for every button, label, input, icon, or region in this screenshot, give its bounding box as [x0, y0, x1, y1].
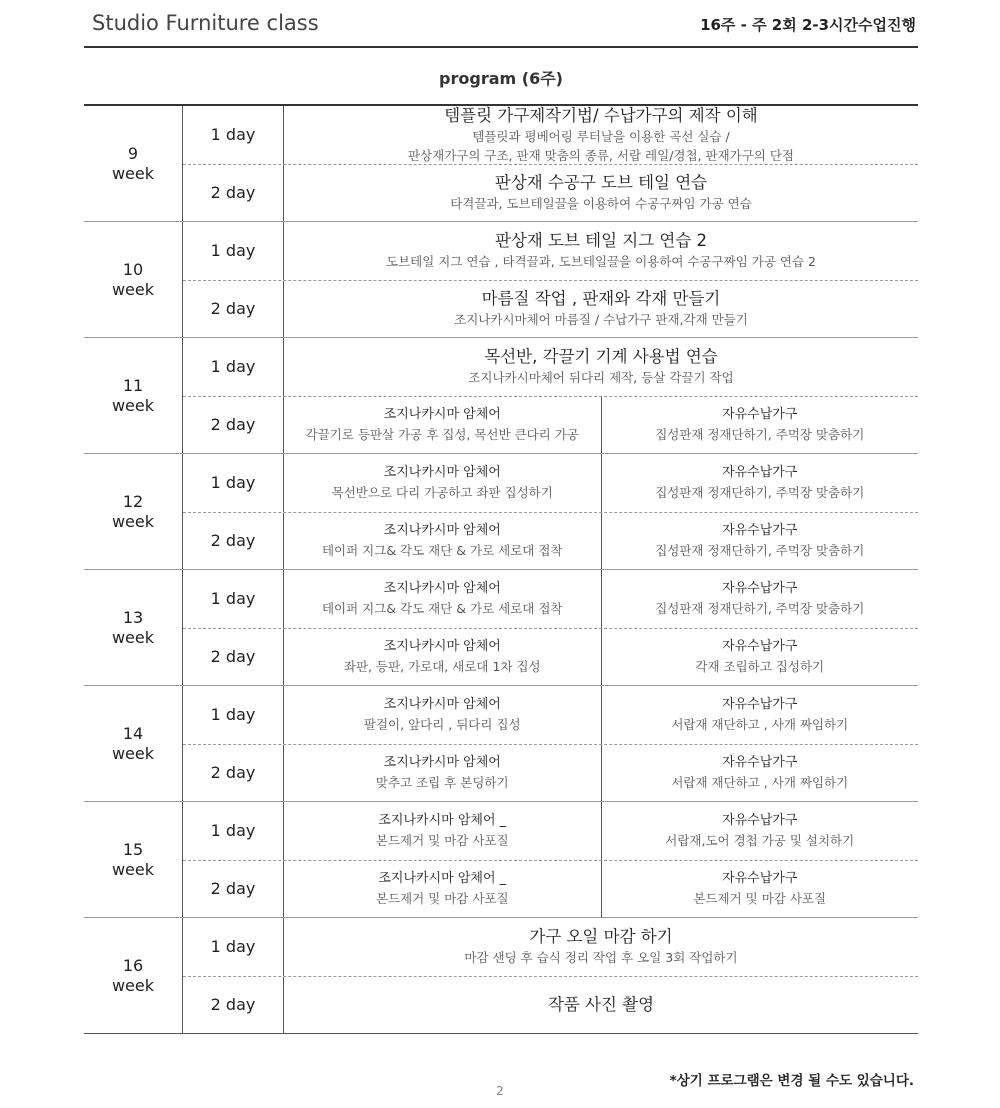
day-content [284, 165, 918, 222]
week-row [84, 338, 918, 454]
day-split-content [284, 454, 918, 512]
day-split-content [284, 397, 918, 454]
day-row [183, 744, 918, 802]
course-task: 목선반으로 다리 가공하고 좌판 집성하기 [331, 484, 553, 500]
week-label-text [112, 956, 154, 996]
week-label [84, 338, 183, 453]
course-right [601, 802, 919, 860]
day-label: 1 day [183, 570, 284, 628]
course-name: 자유수납가구 [722, 580, 798, 596]
week-label-line: week [111, 743, 155, 763]
week-label-line: week [111, 279, 155, 299]
course-task: 각끌기로 등판살 가공 후 집성, 목선반 큰다리 가공 [305, 426, 579, 442]
course-right [601, 513, 919, 570]
course-name: 조지나카시마 암체어 [383, 696, 501, 712]
course-left [284, 686, 601, 744]
week-label-text [112, 492, 154, 532]
session-detail: 조지나카시마체어 마름질 / 수납가구 판재,각재 만들기 [454, 312, 748, 328]
day-label: 1 day [183, 106, 284, 164]
week-row [84, 222, 918, 338]
footnote: *상기 프로그램은 변경 될 수도 있습니다. [669, 1073, 914, 1089]
week-label-line: 15 [122, 839, 144, 859]
week-label-text [112, 608, 154, 648]
course-name: 자유수납가구 [722, 754, 798, 770]
day-row [183, 222, 918, 280]
week-label-line: week [111, 627, 155, 647]
course-task: 좌판, 등판, 가로대, 새로대 1차 집성 [343, 658, 541, 674]
session-detail: 도브테일 지그 연습 , 타격끌과, 도브테일끌을 이용하여 수공구짜임 가공 연습 2 [386, 254, 816, 270]
week-row [84, 918, 918, 1034]
course-task: 집성판재 정재단하기, 주먹장 맞춤하기 [655, 542, 865, 558]
course-left [284, 745, 601, 802]
day-label: 1 day [183, 686, 284, 744]
course-name: 자유수납가구 [722, 812, 798, 828]
week-label [84, 686, 183, 801]
day-row [183, 802, 918, 860]
week-label [84, 918, 183, 1033]
course-task: 서랍재 재단하고 , 사개 짜임하기 [671, 774, 849, 790]
week-label-line: 14 [122, 723, 144, 743]
week-label [84, 222, 183, 337]
course-right [601, 686, 919, 744]
course-left [284, 454, 601, 512]
week-row [84, 570, 918, 686]
week-days [183, 802, 918, 917]
day-label: 1 day [183, 918, 284, 976]
course-task: 서랍재 재단하고 , 사개 짜임하기 [671, 716, 849, 732]
course-right [601, 570, 919, 628]
day-content [284, 977, 918, 1034]
week-row [84, 802, 918, 918]
session-detail: 타격끌과, 도브테일끌을 이용하여 수공구짜임 가공 연습 [450, 196, 752, 212]
week-days [183, 570, 918, 685]
day-split-content [284, 513, 918, 570]
day-content [284, 106, 918, 164]
day-label: 2 day [183, 745, 284, 802]
week-label-line: week [111, 163, 155, 183]
day-row [183, 860, 918, 918]
day-label: 2 day [183, 397, 284, 454]
day-label: 1 day [183, 802, 284, 860]
course-task: 집성판재 정재단하기, 주먹장 맞춤하기 [655, 484, 865, 500]
course-task: 맞추고 조립 후 본딩하기 [375, 774, 509, 790]
day-row [183, 106, 918, 164]
day-row [183, 396, 918, 454]
course-task: 집성판재 정재단하기, 주먹장 맞춤하기 [655, 600, 865, 616]
day-split-content [284, 745, 918, 802]
course-name: 조지나카시마 암체어 [383, 406, 501, 422]
day-label: 2 day [183, 861, 284, 918]
week-row [84, 106, 918, 222]
course-left [284, 397, 601, 454]
course-task: 서랍재,도어 경첩 가공 및 설치하기 [665, 832, 855, 848]
course-left [284, 629, 601, 686]
day-label: 2 day [183, 629, 284, 686]
course-left [284, 802, 601, 860]
session-title: 판상재 수공구 도브 테일 연습 [494, 173, 708, 193]
week-days [183, 918, 918, 1033]
session-title: 가구 오일 마감 하기 [529, 927, 673, 947]
course-name: 자유수납가구 [722, 696, 798, 712]
day-content [284, 281, 918, 338]
week-label [84, 802, 183, 917]
course-right [601, 745, 919, 802]
schedule-info: 16주 - 주 2회 2-3시간수업진행 [700, 16, 916, 34]
course-task: 팔걸이, 앞다리 , 뒤다리 집성 [363, 716, 521, 732]
week-days [183, 454, 918, 569]
day-row [183, 976, 918, 1034]
day-row [183, 570, 918, 628]
week-days [183, 106, 918, 221]
week-label-line: week [111, 975, 155, 995]
session-detail: 마감 샌딩 후 습식 정리 작업 후 오일 3회 작업하기 [464, 950, 738, 966]
day-split-content [284, 629, 918, 686]
course-name: 조지나카시마 암체어 _ [378, 870, 507, 886]
course-right [601, 861, 919, 918]
day-label: 2 day [183, 281, 284, 338]
course-name: 조지나카시마 암체어 [383, 580, 501, 596]
course-left [284, 861, 601, 918]
course-name: 자유수납가구 [722, 870, 798, 886]
day-content [284, 222, 918, 280]
course-name: 조지나카시마 암체어 [383, 464, 501, 480]
page-number: 2 [496, 1084, 504, 1098]
course-left [284, 570, 601, 628]
session-detail: 템플릿과 평베어링 루터날을 이용한 곡선 실습 / [472, 128, 730, 144]
session-title: 작품 사진 촬영 [547, 994, 655, 1014]
week-label-line: week [111, 511, 155, 531]
week-label [84, 454, 183, 569]
week-row [84, 454, 918, 570]
day-split-content [284, 861, 918, 918]
week-label-text [112, 260, 154, 300]
session-title: 판상재 도브 테일 지그 연습 2 [494, 231, 708, 251]
week-row [84, 686, 918, 802]
program-title: program (6주) [439, 69, 563, 88]
session-title: 템플릿 가구제작기법/ 수납가구의 제작 이해 [444, 105, 758, 125]
week-label [84, 570, 183, 685]
course-task: 테이퍼 지그& 각도 재단 & 가로 세로대 접착 [321, 600, 563, 616]
day-row [183, 918, 918, 976]
course-name: 자유수납가구 [722, 464, 798, 480]
week-label-line: week [111, 859, 155, 879]
course-right [601, 397, 919, 454]
course-name: 조지나카시마 암체어 [383, 754, 501, 770]
session-detail: 조지나카시마체어 뒤다리 제작, 등살 각끌기 작업 [468, 370, 734, 386]
week-days [183, 222, 918, 337]
session-title: 목선반, 각끌기 기계 사용법 연습 [484, 347, 718, 367]
day-split-content [284, 686, 918, 744]
course-left [284, 513, 601, 570]
course-name: 조지나카시마 암체어 [383, 638, 501, 654]
course-name: 조지나카시마 암체어 _ [378, 812, 507, 828]
week-label [84, 106, 183, 221]
course-task: 본드제거 및 마감 사포질 [375, 832, 509, 848]
week-label-text [112, 376, 154, 416]
week-label-line: 10 [122, 259, 144, 279]
course-task: 각재 조립하고 집성하기 [695, 658, 825, 674]
course-right [601, 454, 919, 512]
day-label: 1 day [183, 222, 284, 280]
course-name: 조지나카시마 암체어 [383, 522, 501, 538]
course-name: 자유수납가구 [722, 522, 798, 538]
day-label: 1 day [183, 454, 284, 512]
week-label-line: 16 [122, 955, 144, 975]
week-label-text [112, 724, 154, 764]
session-title: 마름질 작업 , 판재와 각재 만들기 [481, 289, 721, 309]
day-content [284, 918, 918, 976]
day-row [183, 628, 918, 686]
day-label: 2 day [183, 977, 284, 1034]
week-label-line: 9 [127, 143, 139, 163]
day-label: 2 day [183, 165, 284, 222]
day-content [284, 338, 918, 396]
day-row [183, 280, 918, 338]
day-row [183, 454, 918, 512]
week-days [183, 338, 918, 453]
page-header [84, 0, 918, 48]
day-label: 1 day [183, 338, 284, 396]
day-split-content [284, 570, 918, 628]
course-task: 본드제거 및 마감 사포질 [693, 890, 827, 906]
class-title: Studio Furniture class [92, 11, 319, 35]
course-task: 집성판재 정재단하기, 주먹장 맞춤하기 [655, 426, 865, 442]
course-name: 자유수납가구 [722, 638, 798, 654]
day-row [183, 686, 918, 744]
day-label: 2 day [183, 513, 284, 570]
week-label-line: 11 [122, 375, 144, 395]
week-label-text [112, 840, 154, 880]
schedule-table [84, 104, 918, 1034]
course-task: 테이퍼 지그& 각도 재단 & 가로 세로대 접착 [321, 542, 563, 558]
day-split-content [284, 802, 918, 860]
course-name: 자유수납가구 [722, 406, 798, 422]
week-label-line: 12 [122, 491, 144, 511]
week-label-line: 13 [122, 607, 144, 627]
day-row [183, 338, 918, 396]
week-label-text [112, 144, 154, 184]
session-detail: 판상재가구의 구조, 판재 맞춤의 종류, 서랍 레일/경첩, 판재가구의 단점 [407, 147, 795, 163]
day-row [183, 164, 918, 222]
course-task: 본드제거 및 마감 사포질 [375, 890, 509, 906]
week-days [183, 686, 918, 801]
course-right [601, 629, 919, 686]
day-row [183, 512, 918, 570]
week-label-line: week [111, 395, 155, 415]
